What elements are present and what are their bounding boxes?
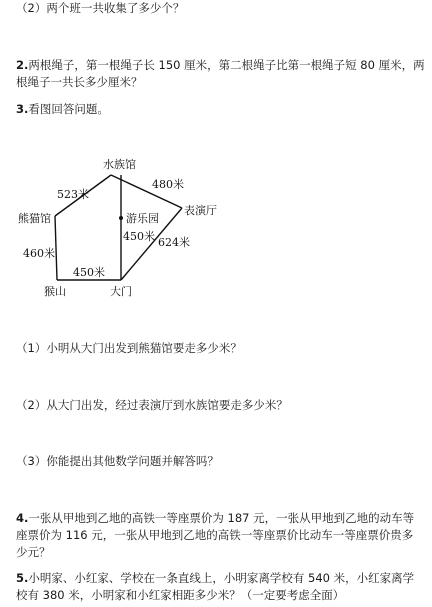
edge-panda-monkey xyxy=(55,216,57,280)
park-dot xyxy=(119,216,123,220)
q5-line1 xyxy=(16,570,424,587)
q3-number: 3. xyxy=(16,102,29,116)
q5-text-1: 小明家、小红家、学校在一条直线上，小明家离学校有 540 米，小红家离学 xyxy=(28,571,415,585)
dist-panda-monkey: 460米 xyxy=(23,247,55,260)
q3-sub2: （2）从大门出发，经过表演厅到水族馆要走多少米？ xyxy=(16,398,288,412)
q2-number: 2. xyxy=(16,58,29,72)
q4-line1 xyxy=(16,510,424,527)
q2-text-2: 根绳子一共长多少厘米？ xyxy=(16,75,143,89)
q1-sub2: （2）两个班一共收集了多少个？ xyxy=(16,1,185,15)
q3-title: 看图回答问题。 xyxy=(28,102,109,116)
label-gate: 大门 xyxy=(110,285,132,298)
q3-sub1: （1）小明从大门出发到熊猫馆要走多少米？ xyxy=(16,341,242,355)
q4-text-1: 一张从甲地到乙地的高铁一等座票价为 187 元，一张从甲地到乙地的动车等 xyxy=(28,511,415,525)
dist-gate-aquarium: 450米 xyxy=(123,230,155,243)
q5-text-2: 校有 380 米，小明家和小红家相距多少米？（一定要考虑全面） xyxy=(16,588,345,602)
q3-sub3: （3）你能提出其他数学问题并解答吗？ xyxy=(16,454,219,468)
label-park: 游乐园 xyxy=(126,212,159,225)
dist-monkey-gate: 450米 xyxy=(73,266,105,279)
label-show: 表演厅 xyxy=(184,204,217,217)
label-aquarium: 水族馆 xyxy=(103,158,136,171)
dist-panda-aquarium: 523米 xyxy=(57,188,89,201)
label-monkey: 猴山 xyxy=(44,285,66,298)
q4-number: 4. xyxy=(16,511,29,525)
q5-number: 5. xyxy=(16,571,29,585)
q4-text-2: 座票价为 116 元，一张从甲地到乙地的高铁一等座票价比动车一等座票价贵多 xyxy=(16,528,414,542)
q4-text-3: 少元？ xyxy=(16,545,51,559)
dist-show-gate: 624米 xyxy=(158,236,190,249)
dist-aquarium-show: 480米 xyxy=(152,178,184,191)
label-panda: 熊猫馆 xyxy=(18,212,51,225)
q2-text-1: 两根绳子，第一根绳子长 150 厘米，第二根绳子比第一根绳子短 80 厘米，两 xyxy=(28,58,425,72)
